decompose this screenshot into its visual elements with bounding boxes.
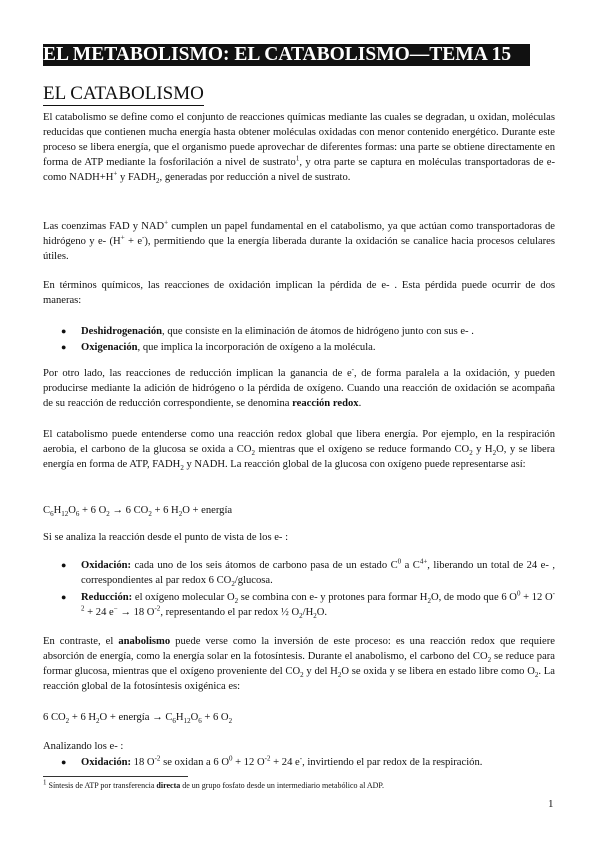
list-item-oxidation: ● Oxidación: cada uno de los seis átomos de carbono pasa de un estado $C^0$ a $C^{4+}$, liberando un total de 24 e- , correspondientes al par redox 6 $CO_2$/glucosa. [61, 557, 555, 589]
footnote: $^1$ Síntesis de ATP por transferencia directa de un grupo fosfato desde un intermediario metabólico al ADP. [43, 778, 384, 790]
paragraph-electron-analysis-2: Analizando los e- : [43, 741, 124, 752]
paragraph-redox-global: El catabolismo puede entenderse como una reacción redox global que libera energía. Por ejemplo, en la respiración aerobia, el carbono de la glucosa se oxida a $CO_2$ mientras que el oxígeno se reduce formando $CO_2$ y $H_2O$, y se libera energía en forma de ATP, $FADH_2$ y NADH. La reacción global de la glucosa con oxígeno puede representarse así: [43, 429, 555, 473]
bullet-icon: ● [61, 560, 67, 570]
equation-photosynthesis: 6 $CO_2 + 6$ $H_2O$ + energía → $C_6H_{12}O_6 + 6$ $O_2$ [43, 712, 233, 726]
paragraph-oxidation-intro: En términos químicos, las reacciones de oxidación implican la pérdida de e- . Esta pérdida puede ocurrir de dos maneras: [43, 280, 555, 306]
footnote-divider [43, 776, 188, 777]
bullet-icon: ● [61, 757, 67, 767]
document-title: EL METABOLISMO: EL CATABOLISMO—TEMA 15 [43, 44, 530, 66]
equation-respiration: $C_6H_{12}O_6 + 6$ $O_2 \to 6$ $CO_2 + 6$ $H_2O$ + energía [43, 505, 233, 519]
list-item-oxygenation: ● Oxigenación, que implica la incorporación de oxígeno a la molécula. [61, 342, 376, 353]
footnote-ref[interactable]: 1 [295, 154, 300, 163]
paragraph-catabolism-definition: El catabolismo se define como el conjunto de reacciones químicas mediante las cuales se degradan, u oxidan, moléculas reducidas que contienen mucha energía hasta obtener moléculas oxidadas con menor contenido energético. Durante este proceso se libera energía, que el organismo puede aprovechar de diferentes formas: una parte se obtiene directamente en forma de ATP mediante la fosforilación a nivel de sustrato$^1$, y otra parte se captura en moléculas transportadoras de e- como NADH+H+ y $FADH_2$, generadas por reducción a nivel de sustrato. [43, 112, 555, 186]
paragraph-electron-analysis: Si se analiza la reacción desde el punto de vista de los e- : [43, 532, 289, 543]
list-item-reduction: ● Reducción: el oxígeno molecular $O_2$ se combina con e- y protones para formar $H_2O$, de modo que 6 $O^0 + 12$ $O^{-2} + 24$ e− → 18 $O^{-2}$, representando el par redox ½ $O_2/H_2O$. [61, 589, 555, 621]
paragraph-coenzymes: Las coenzimas FAD y NAD+ cumplen un papel fundamental en el catabolismo, ya que actúan como transportadoras de hidrógeno y e- (H+ + e-), permitiendo que la energía liberada durante la oxidación se canalice hacia procesos celulares útiles. [43, 218, 556, 262]
bullet-icon: ● [61, 326, 67, 336]
paragraph-reduction: Por otro lado, las reacciones de reducción implican la ganancia de e-, de forma paralela a la oxidación, y pueden producirse mediante la adición de hidrógeno o la pérdida de oxígeno. Cuando una reacción de oxidación se acompaña de su reacción de reducción correspondiente, se denomina reacción redox. [43, 365, 555, 409]
list-item-oxidation-photosynthesis: ● Oxidación: 18 $O^{-2}$ se oxidan a 6 $O^0 + 12$ $O^{-2} + 24$ e-, invirtiendo el par redox de la respiración. [61, 754, 483, 768]
bullet-icon: ● [61, 592, 67, 602]
bullet-icon: ● [61, 342, 67, 352]
page-number: 1 [548, 798, 554, 810]
section-title: EL CATABOLISMO [43, 83, 204, 104]
paragraph-anabolism: En contraste, el anabolismo puede verse como la inversión de este proceso: es una reacción redox que requiere absorción de energía, como la energía solar en la fotosíntesis. Durante el anabolismo, el carbono del $CO_2$ se reduce para formar glucosa, mientras que el oxígeno proveniente del $CO_2$ y del $H_2O$ se oxida y se libera en estado libre como $O_2$. La reacción global de la fotosíntesis oxigénica es: [43, 636, 555, 692]
list-item-dehydrogenation: ● Deshidrogenación, que consiste en la eliminación de átomos de hidrógeno junto con sus e- . [61, 326, 474, 337]
